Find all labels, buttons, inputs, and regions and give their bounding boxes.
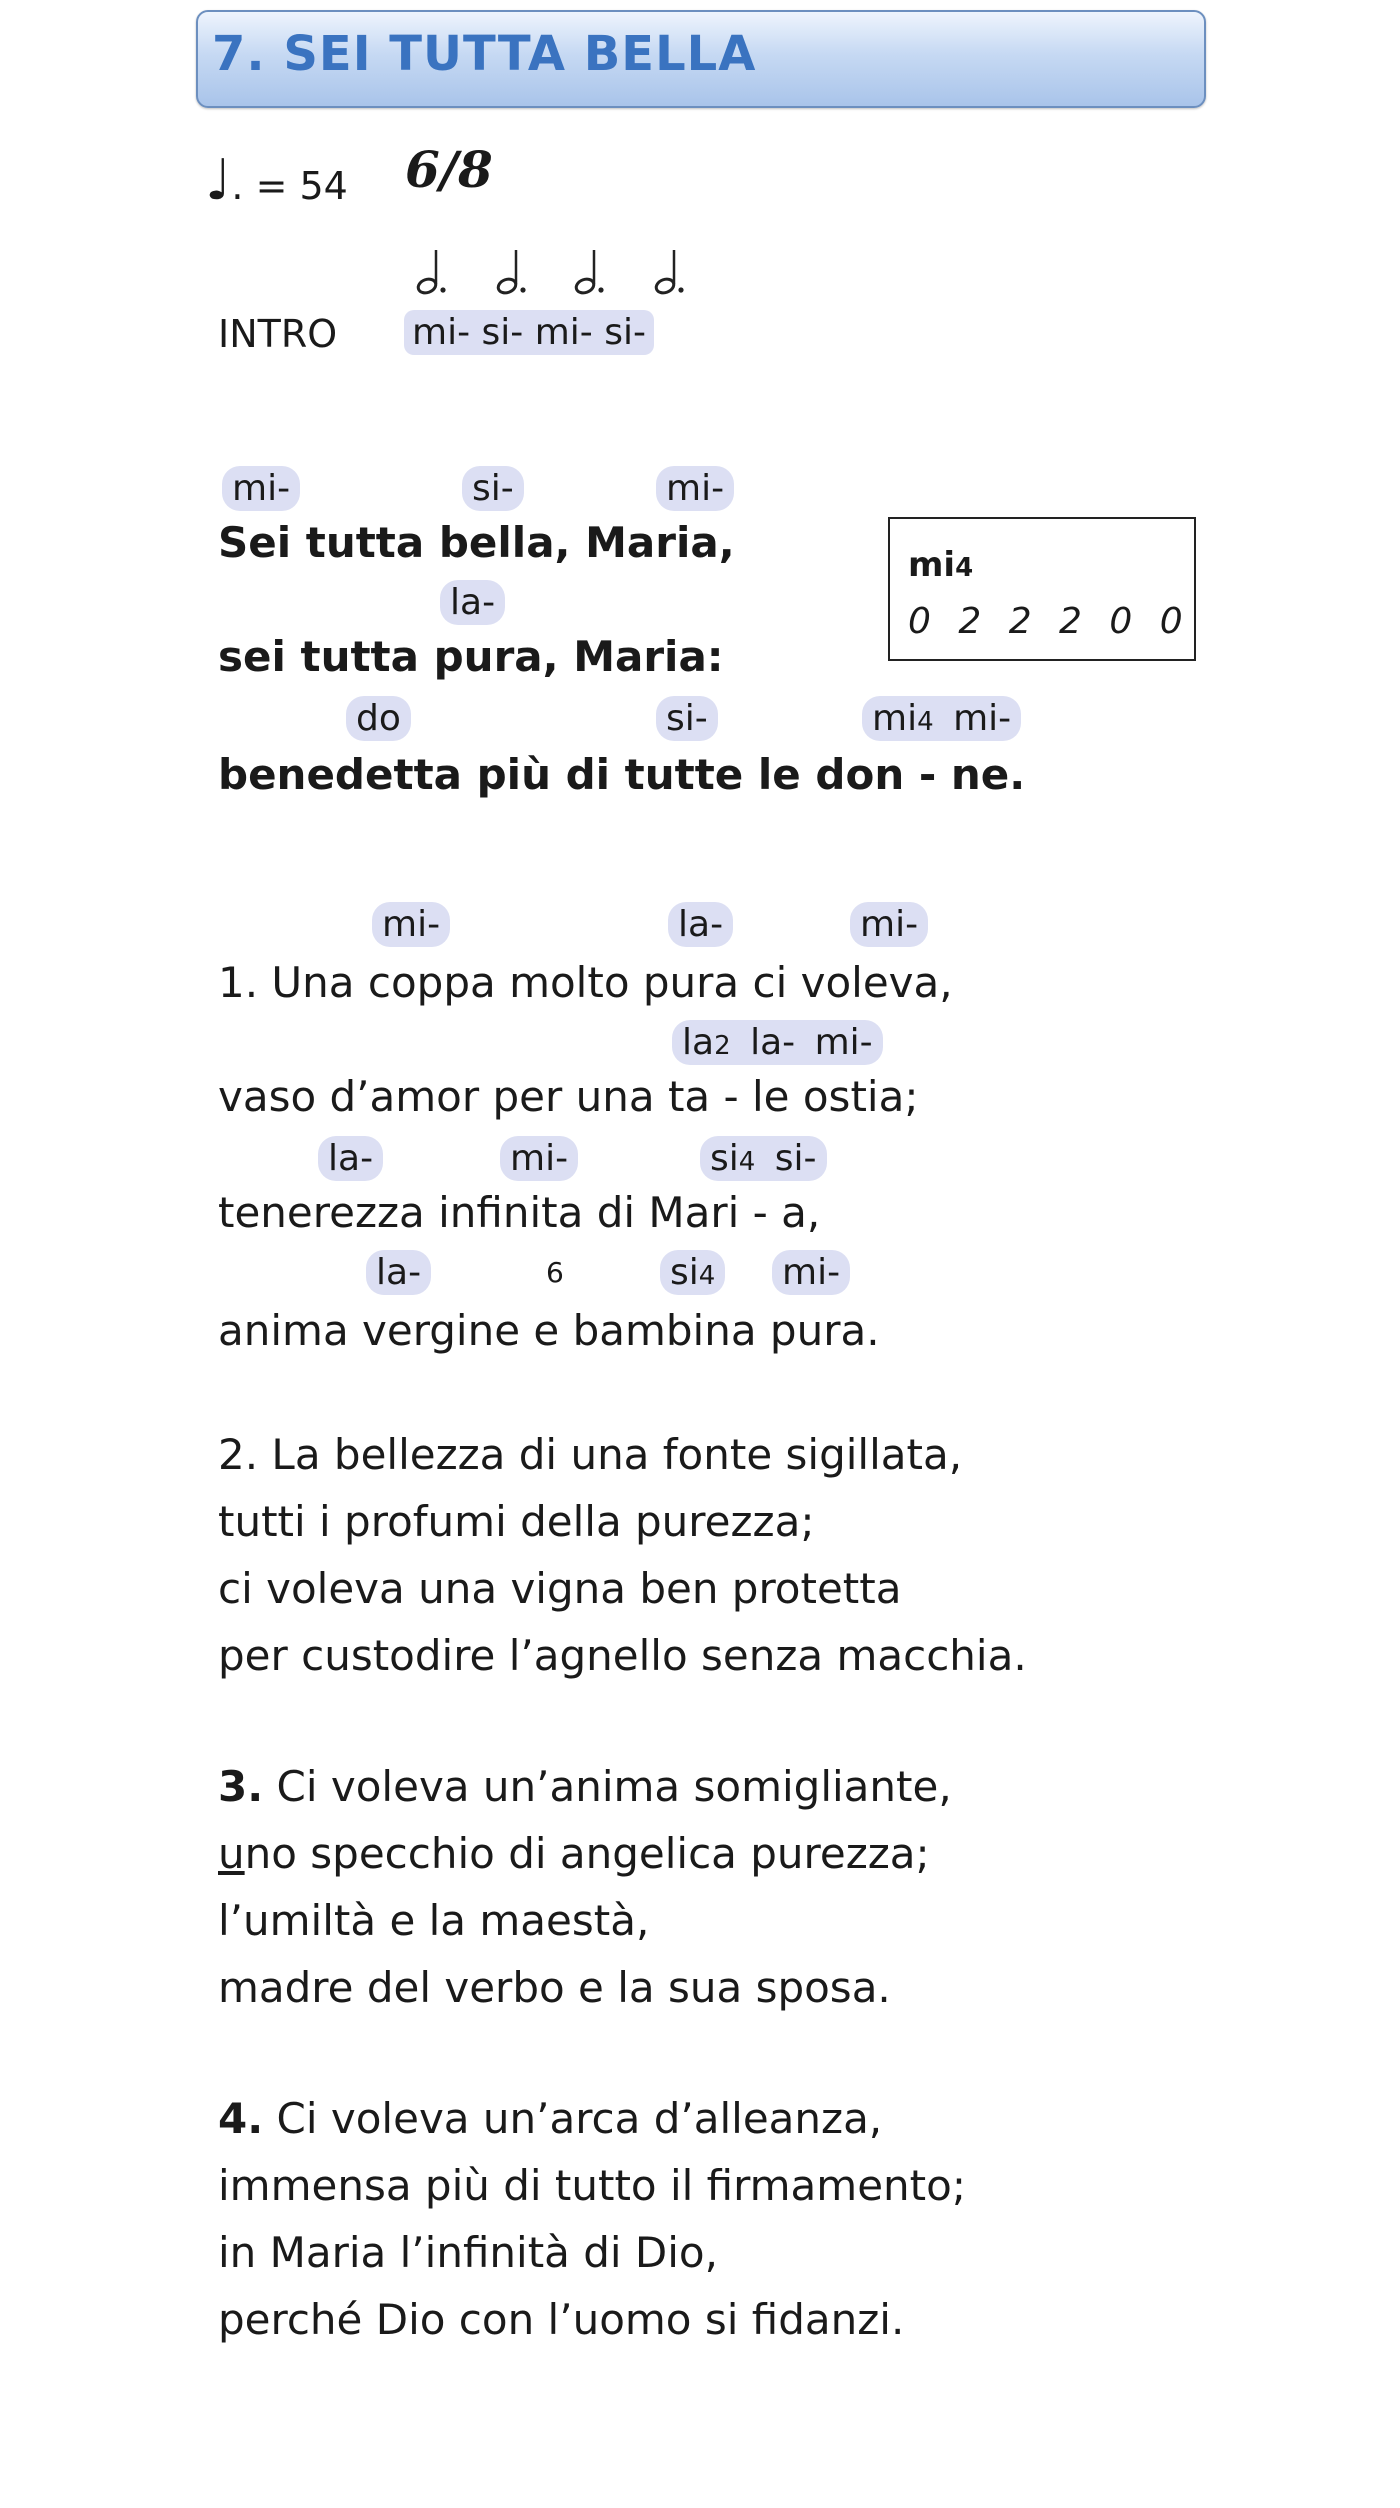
chord-modifier: 4 (738, 1147, 756, 1177)
chord: la- (668, 902, 733, 947)
refrain-line: sei tutta pura, Maria: (218, 632, 724, 681)
chord: mi- (534, 312, 593, 353)
refrain-line: Sei tutta bella, Maria, (218, 518, 735, 567)
chord: si- (604, 312, 646, 353)
chord: mi- (656, 466, 734, 511)
verse-line: 3. Ci voleva un’anima somigliante, (218, 1762, 952, 1811)
verse-line: perché Dio con l’uomo si fidanzi. (218, 2295, 905, 2344)
verse-line: 1. Una coppa molto pura ci voleva, (218, 958, 953, 1007)
chord: la (682, 1022, 715, 1063)
verse-number: 4. (218, 2094, 264, 2143)
verse-line: madre del verbo e la sua sposa. (218, 1963, 891, 2012)
chord-modifier: 4 (698, 1261, 716, 1291)
verse-line: 2. La bellezza di una fonte sigillata, (218, 1430, 963, 1479)
verse-line: per custodire l’agnello senza macchia. (218, 1631, 1027, 1680)
chord-group (700, 1136, 827, 1181)
verse-line: uno specchio di angelica purezza; (218, 1829, 930, 1878)
verse-line: vaso d’amor per una ta - le ostia; (218, 1072, 919, 1121)
verse-line: l’umiltà e la maestà, (218, 1896, 650, 1945)
chord-group (660, 1250, 725, 1295)
chord: si (710, 1138, 739, 1179)
verse-number: 3. (218, 1762, 264, 1811)
chord: mi- (500, 1136, 578, 1181)
chord: mi- (412, 312, 471, 353)
chord: mi- (953, 698, 1012, 739)
verse-line: 4. Ci voleva un’arca d’alleanza, (218, 2094, 883, 2143)
chord: la- (750, 1022, 796, 1063)
chord-modifier: 4 (917, 707, 934, 737)
refrain-line: benedetta più di tutte le don - ne. (218, 750, 1026, 799)
dotted-half-note-icon (648, 246, 688, 296)
chord: mi- (814, 1022, 873, 1063)
dotted-half-note-icon (568, 246, 608, 296)
tempo-value: . = 54 (231, 164, 348, 208)
verse-line: tutti i profumi della purezza; (218, 1497, 815, 1546)
verse-line: anima vergine e bambina pura. (218, 1306, 880, 1355)
verse-line: immensa più di tutto il firmamento; (218, 2161, 966, 2210)
chord: mi (872, 698, 918, 739)
chord: mi- (222, 466, 300, 511)
quarter-note-icon: ♩ (205, 148, 232, 213)
tempo-marking (205, 148, 348, 213)
chord: mi- (772, 1250, 850, 1295)
chord-diagram-fingering: 0 2 2 2 0 0 (908, 601, 1191, 642)
chord: mi- (850, 902, 928, 947)
chord: si- (774, 1138, 817, 1179)
page-title: 7. SEI TUTTA BELLA (212, 26, 757, 82)
verse-line: tenerezza infinita di Mari - a, (218, 1188, 821, 1237)
intro-chords (404, 310, 654, 355)
chord: si- (481, 312, 524, 353)
verse-line: ci voleva una vigna ben protetta (218, 1564, 902, 1613)
chord: mi- (372, 902, 450, 947)
chord: si- (462, 466, 524, 511)
intro-label: INTRO (218, 312, 338, 356)
chord: la- (440, 580, 505, 625)
chord-group (672, 1020, 883, 1065)
chord-number: 6 (546, 1256, 564, 1289)
chord-group (862, 696, 1021, 741)
chord: la- (366, 1250, 431, 1295)
chord: do (346, 696, 411, 741)
time-signature: 6/8 (405, 140, 493, 199)
chord: si- (656, 696, 718, 741)
title-banner (196, 10, 1206, 108)
chord: si (670, 1252, 699, 1293)
chord: la- (318, 1136, 383, 1181)
chord-diagram-box (888, 517, 1196, 661)
chord-diagram-name: mi4 (908, 545, 974, 585)
chord-modifier: 2 (714, 1031, 731, 1061)
verse-line: in Maria l’infinità di Dio, (218, 2228, 718, 2277)
dotted-half-note-icon (410, 246, 450, 296)
dotted-half-note-icon (490, 246, 530, 296)
